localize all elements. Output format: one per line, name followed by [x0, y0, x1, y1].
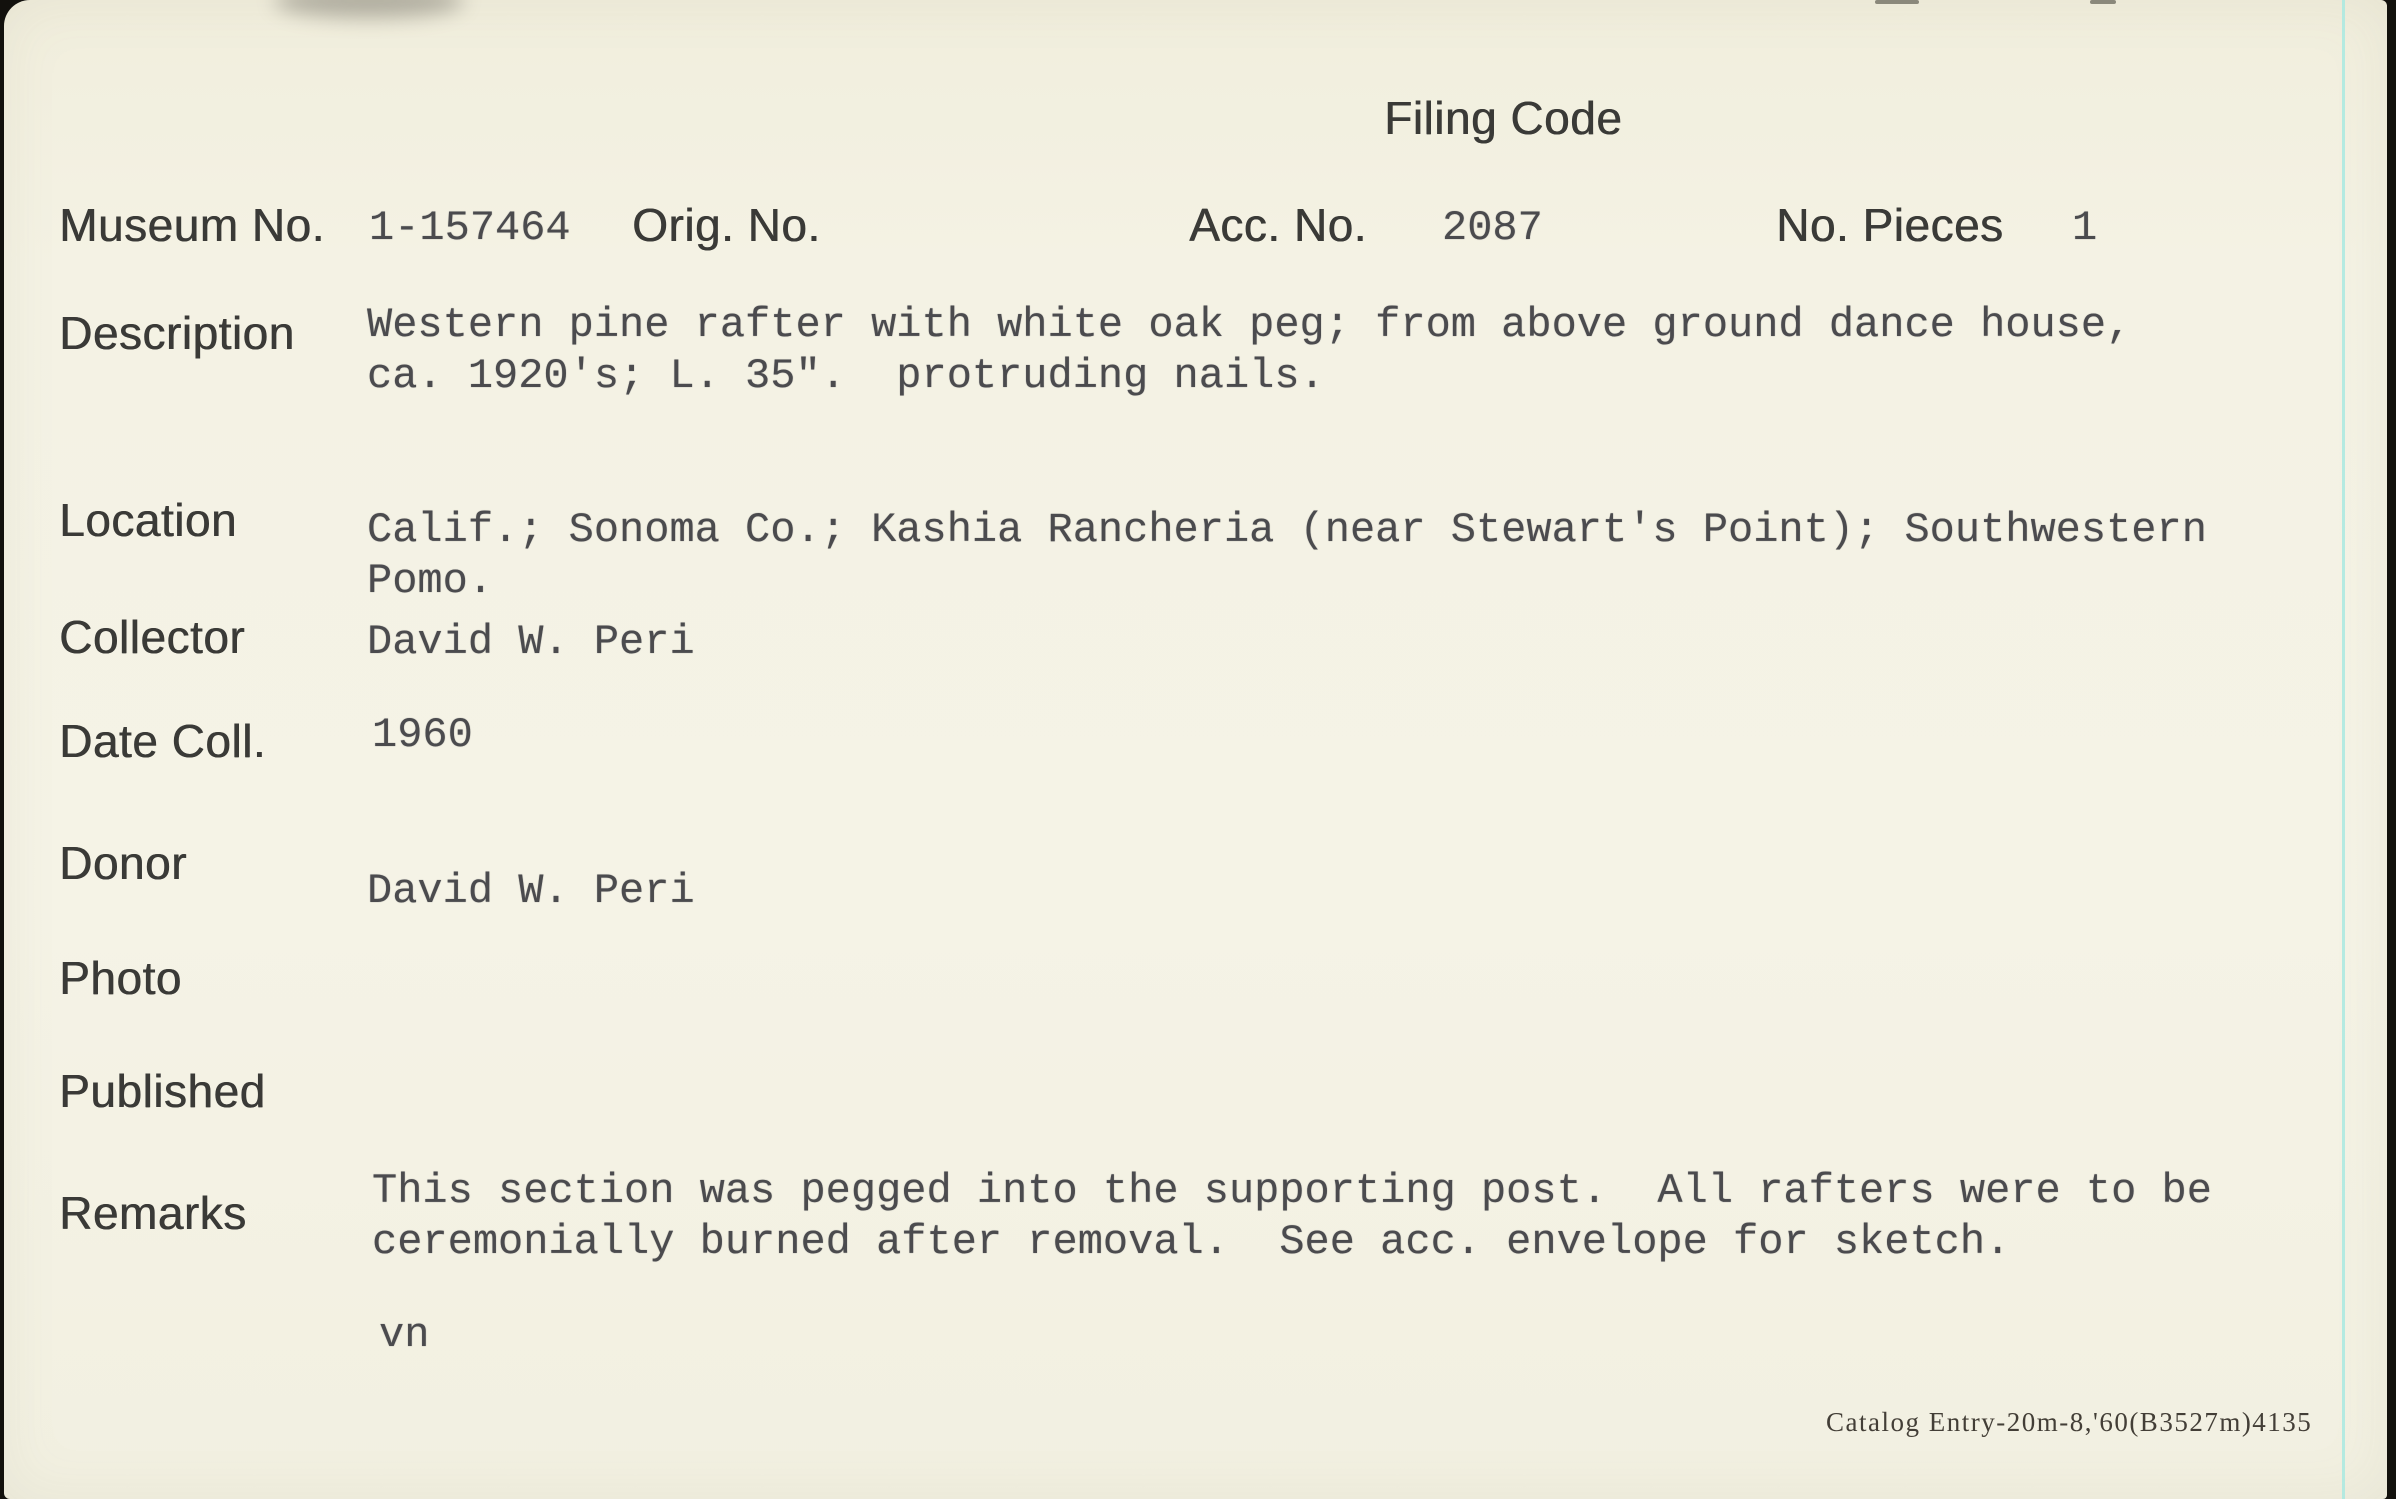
scan-edge-mark — [2090, 0, 2116, 4]
field-label-published: Published — [59, 1065, 266, 1117]
filing-code-label: Filing Code — [1384, 92, 1623, 144]
field-value-location-line2: Pomo. — [367, 557, 494, 605]
field-value-location-line1: Calif.; Sonoma Co.; Kashia Rancheria (near Stewart's Point); Southwestern — [367, 506, 2207, 554]
field-label-photo: Photo — [59, 952, 182, 1004]
typist-initials: vn — [379, 1311, 430, 1359]
field-value-date-coll: 1960 — [372, 711, 473, 759]
field-value-acc-no: 2087 — [1442, 204, 1543, 252]
field-value-no-pieces: 1 — [2072, 204, 2098, 252]
field-value-collector: David W. Peri — [367, 618, 695, 666]
field-value-remarks-line2: ceremonially burned after removal. See acc. envelope for sketch. — [372, 1218, 2011, 1266]
scan-edge-mark — [1875, 0, 1919, 4]
field-label-location: Location — [59, 494, 237, 546]
field-label-acc-no: Acc. No. — [1189, 199, 1367, 251]
catalog-entry-imprint: Catalog Entry-20m-8,'60(B3527m)4135 — [1826, 1407, 2313, 1437]
field-label-collector: Collector — [59, 611, 246, 663]
field-value-remarks-line1: This section was pegged into the supporting post. All rafters were to be — [372, 1167, 2212, 1215]
field-label-remarks: Remarks — [59, 1187, 247, 1239]
field-label-description: Description — [59, 307, 295, 359]
field-value-description-line2: ca. 1920's; L. 35". protruding nails. — [367, 352, 1325, 400]
field-label-date-coll: Date Coll. — [59, 715, 266, 767]
field-label-donor: Donor — [59, 837, 187, 889]
field-value-description-line1: Western pine rafter with white oak peg; from above ground dance house, — [367, 301, 2132, 349]
field-label-orig-no: Orig. No. — [632, 199, 821, 251]
field-value-museum-no: 1-157464 — [369, 204, 571, 252]
scan-smudge — [274, 0, 464, 18]
field-value-donor: David W. Peri — [367, 867, 695, 915]
field-label-no-pieces: No. Pieces — [1776, 199, 2004, 251]
scan-cyan-line — [2342, 0, 2345, 1499]
field-label-museum-no: Museum No. — [59, 199, 325, 251]
card-paper — [4, 0, 2387, 1499]
